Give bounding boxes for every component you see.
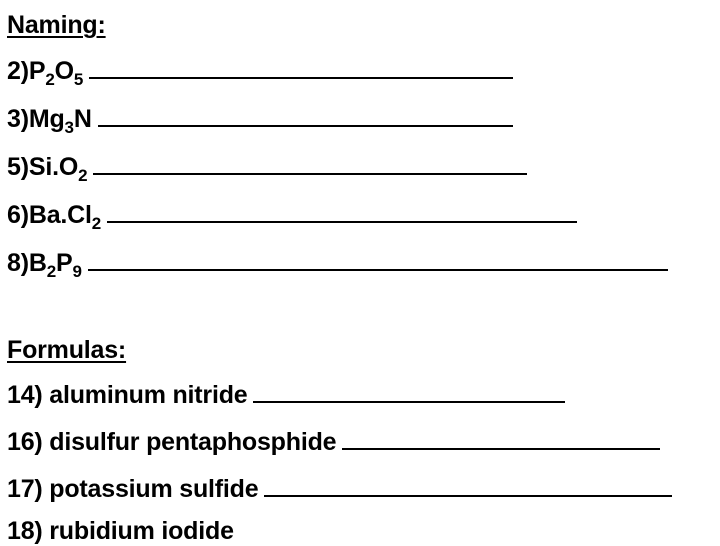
- naming-item: [7, 248, 668, 281]
- subscript: 2: [46, 262, 56, 281]
- subscript: 5: [73, 70, 84, 89]
- answer-blank[interactable]: [98, 105, 513, 127]
- subscript: 2: [78, 166, 88, 185]
- naming-item: [7, 200, 577, 233]
- answer-blank[interactable]: [253, 381, 565, 403]
- answer-blank[interactable]: [264, 475, 672, 497]
- item-text: 14) aluminum nitride: [7, 381, 248, 409]
- formula-part: B: [28, 249, 47, 277]
- item-text: 17) potassium sulfide: [7, 475, 259, 503]
- formula-item: [7, 427, 660, 457]
- formulas-heading: Formulas:: [7, 336, 127, 364]
- formula-part: Si.: [28, 153, 59, 181]
- subscript: 3: [64, 118, 74, 137]
- item-number: 5): [7, 153, 29, 181]
- formula-part: N: [73, 105, 92, 133]
- formula-item: [7, 516, 234, 546]
- formula-item: [7, 380, 565, 410]
- formula-part: Cl: [67, 201, 92, 229]
- item-number: 8): [7, 249, 29, 277]
- subscript: 2: [91, 214, 102, 233]
- formula-item: [7, 474, 672, 504]
- formula-part: P: [55, 249, 73, 277]
- formula-part: O: [54, 57, 74, 85]
- answer-blank[interactable]: [93, 153, 527, 175]
- answer-blank[interactable]: [89, 57, 513, 79]
- answer-blank[interactable]: [342, 428, 660, 450]
- subscript: 2: [45, 70, 55, 89]
- item-text: 18) rubidium iodide: [7, 517, 234, 545]
- formula-part: O: [58, 153, 79, 181]
- formula-part: P: [28, 57, 46, 85]
- naming-item: [7, 104, 513, 137]
- formula-part: Mg: [28, 105, 65, 133]
- naming-item: [7, 56, 513, 89]
- item-number: 2): [7, 57, 29, 85]
- answer-blank[interactable]: [107, 201, 577, 223]
- naming-item: [7, 152, 527, 185]
- item-text: 16) disulfur pentaphosphide: [7, 428, 337, 456]
- answer-blank[interactable]: [88, 249, 668, 271]
- formula-part: Ba.: [28, 201, 68, 229]
- naming-heading: Naming:: [7, 11, 106, 39]
- item-number: 6): [7, 201, 29, 229]
- subscript: 9: [72, 262, 82, 281]
- item-number: 3): [7, 105, 29, 133]
